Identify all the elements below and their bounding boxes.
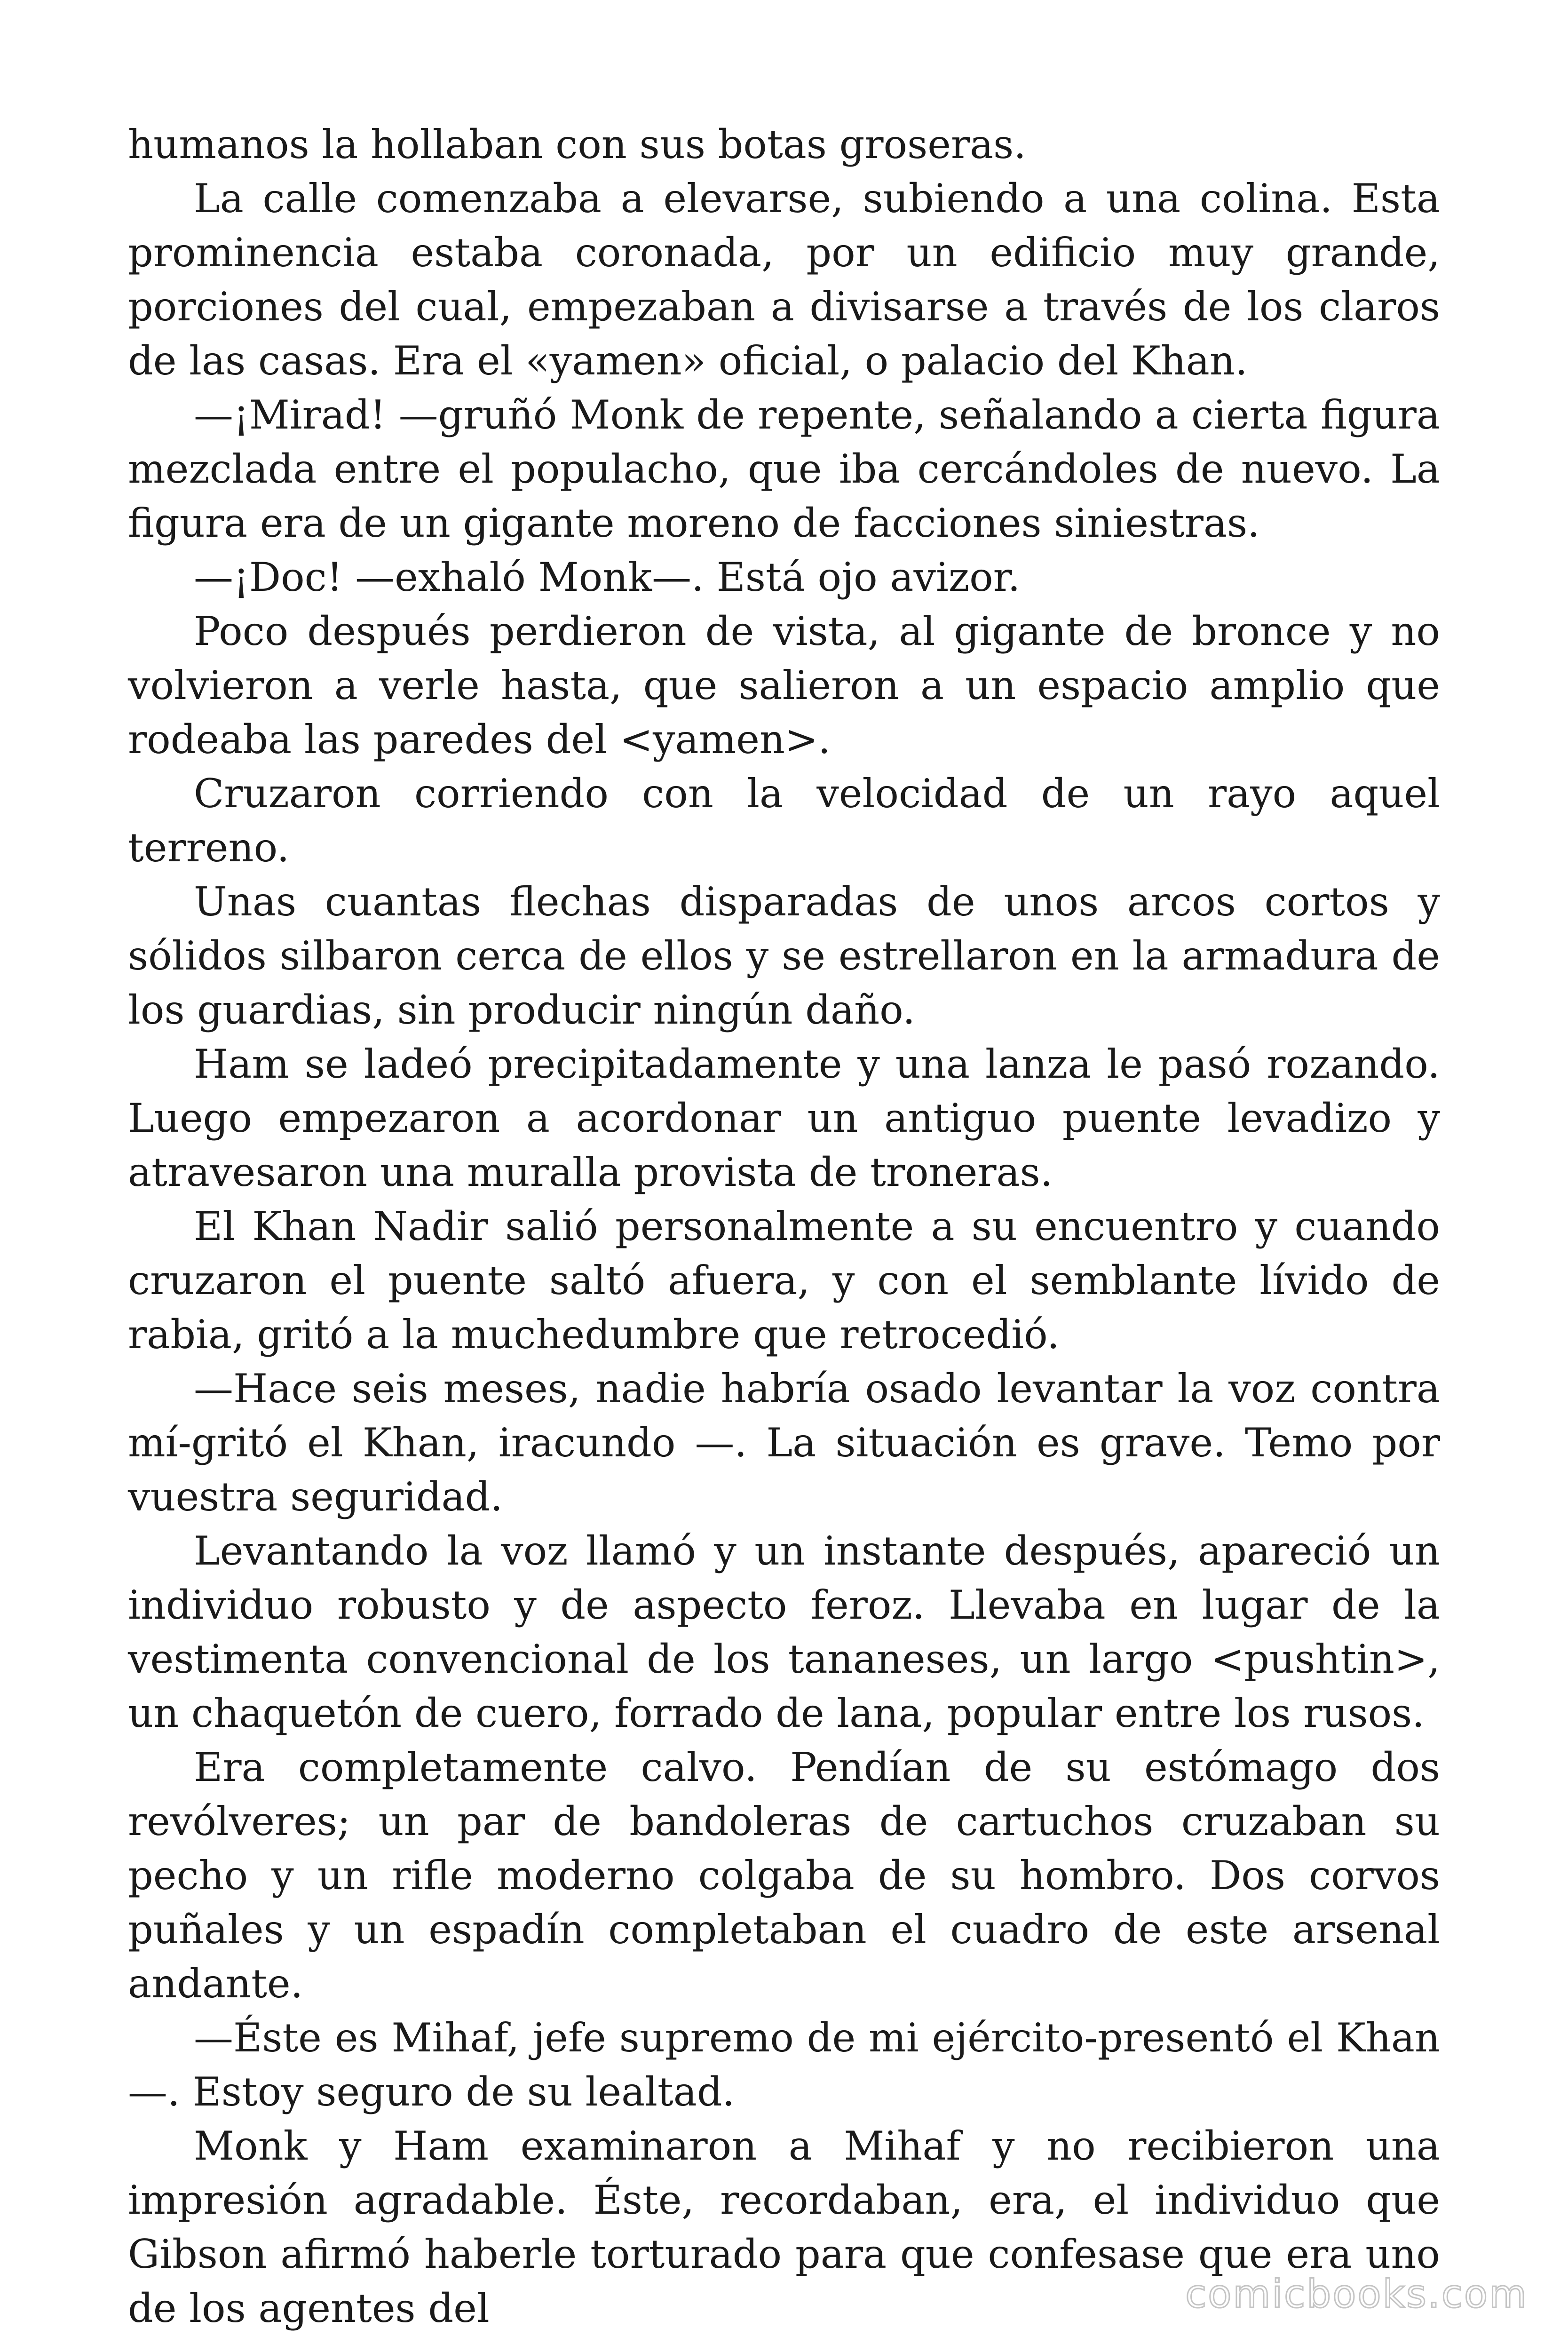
paragraph: Era completamente calvo. Pendían de su estómago dos revólveres; un par de bandoleras de cartuchos cruzaban su pecho y un rifle moderno colgaba de su hombro. Dos corvos puñales y un espadín completaban el cuadro de este arsenal andante.: [128, 1744, 1440, 2007]
paragraph: Unas cuantas flechas disparadas de unos arcos cortos y sólidos silbaron cerca de ellos y se estrellaron en la armadura de los guardias, sin producir ningún daño.: [128, 879, 1440, 1033]
paragraph: Ham se ladeó precipitadamente y una lanza le pasó rozando. Luego empezaron a acordonar un antiguo puente levadizo y atravesaron una muralla provista de troneras.: [128, 1041, 1440, 1195]
watermark: comicbooks.com: [1185, 2272, 1528, 2317]
paragraph: —¡Doc! —exhaló Monk—. Está ojo avizor.: [194, 554, 1021, 600]
paragraph: Monk y Ham examinaron a Mihaf y no recibieron una impresión agradable. Éste, recordaban, era, el individuo que Gibson afirmó haberle torturado para que confesase que era uno de los agentes del: [128, 2123, 1440, 2331]
paragraph: Poco después perdieron de vista, al gigante de bronce y no volvieron a verle hasta, que salieron a un espacio amplio que rodeaba las paredes del <yamen>.: [128, 608, 1440, 763]
body-text: [128, 118, 1440, 2336]
paragraph: —Hace seis meses, nadie habría osado levantar la voz contra mí-gritó el Khan, iracundo —. La situación es grave. Temo por vuestra seguridad.: [128, 1366, 1440, 1520]
paragraph: humanos la hollaban con sus botas groseras.: [128, 121, 1026, 167]
paragraph: Cruzaron corriendo con la velocidad de un rayo aquel terreno.: [128, 771, 1440, 871]
paragraph: —Éste es Mihaf, jefe supremo de mi ejército-presentó el Khan —. Estoy seguro de su lealtad.: [128, 2015, 1440, 2115]
paragraph: La calle comenzaba a elevarse, subiendo a una colina. Esta prominencia estaba coronada, por un edificio muy grande, porciones del cual, empezaban a divisarse a través de los claros de las casas. Era el «yamen» oficial, o palacio del Khan.: [128, 175, 1440, 384]
paragraph: El Khan Nadir salió personalmente a su encuentro y cuando cruzaron el puente saltó afuera, y con el semblante lívido de rabia, gritó a la muchedumbre que retrocedió.: [128, 1203, 1440, 1358]
paragraph: Levantando la voz llamó y un instante después, apareció un individuo robusto y de aspecto feroz. Llevaba en lugar de la vestimenta convencional de los tananeses, un largo <pushtin>, un chaquetón de cuero, forrado de lana, popular entre los rusos.: [128, 1528, 1440, 1736]
paragraph: —¡Mirad! —gruñó Monk de repente, señalando a cierta figura mezclada entre el populacho, que iba cercándoles de nuevo. La figura era de un gigante moreno de facciones siniestras.: [128, 392, 1440, 546]
